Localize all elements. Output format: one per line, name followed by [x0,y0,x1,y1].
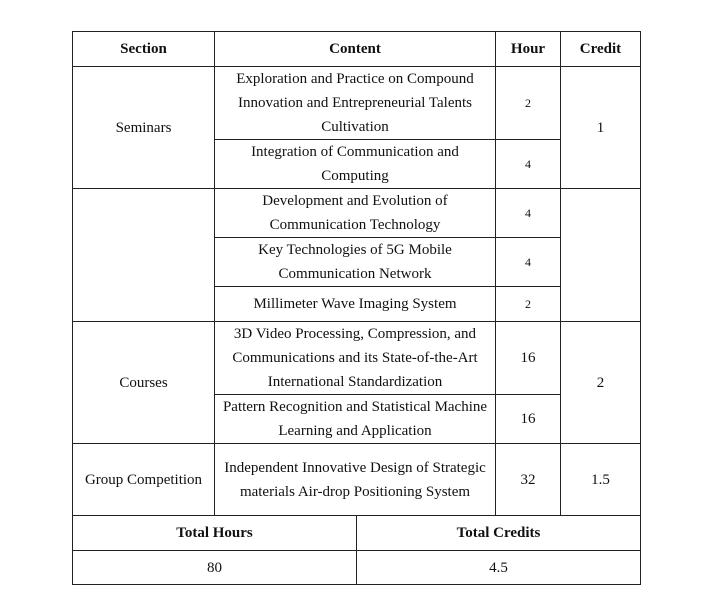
credit-header: Credit [561,32,641,67]
hour-header: Hour [496,32,561,67]
credit-cell-empty [561,189,641,322]
table-row [73,67,641,140]
credit-cell-courses: 2 [561,322,641,444]
hour-cell: 32 [496,444,561,516]
total-hours-value: 80 [73,551,357,585]
summary-header-row [73,516,641,551]
hour-cell: 2 [496,67,561,140]
table-row [73,189,641,238]
summary-table [72,515,641,585]
table-row [73,444,641,516]
section-cell-group-competition: Group Competition [73,444,215,516]
content-cell: Exploration and Practice on Compound Innovation and Entrepreneurial Talents Cultivation [215,67,496,140]
hour-cell: 2 [496,287,561,322]
course-table [72,31,641,516]
total-hours-label: Total Hours [73,516,357,551]
section-cell-courses: Courses [73,322,215,444]
content-cell: Independent Innovative Design of Strategic materials Air-drop Positioning System [215,444,496,516]
content-cell: Millimeter Wave Imaging System [215,287,496,322]
section-header: Section [73,32,215,67]
hour-cell: 16 [496,322,561,395]
content-cell: Development and Evolution of Communication Technology [215,189,496,238]
section-cell-seminars: Seminars [73,67,215,189]
content-cell: Pattern Recognition and Statistical Machine Learning and Application [215,395,496,444]
content-cell: 3D Video Processing, Compression, and Communications and its State-of-the-Art International Standardization [215,322,496,395]
course-table-wrapper [72,31,640,585]
hour-cell: 4 [496,140,561,189]
header-row [73,32,641,67]
hour-cell: 4 [496,238,561,287]
content-header: Content [215,32,496,67]
section-cell-empty [73,189,215,322]
hour-cell: 16 [496,395,561,444]
table-row [73,322,641,395]
credit-cell: 1.5 [561,444,641,516]
credit-cell-seminars: 1 [561,67,641,189]
hour-cell: 4 [496,189,561,238]
content-cell: Integration of Communication and Computing [215,140,496,189]
summary-value-row [73,551,641,585]
total-credits-label: Total Credits [357,516,641,551]
total-credits-value: 4.5 [357,551,641,585]
content-cell: Key Technologies of 5G Mobile Communication Network [215,238,496,287]
